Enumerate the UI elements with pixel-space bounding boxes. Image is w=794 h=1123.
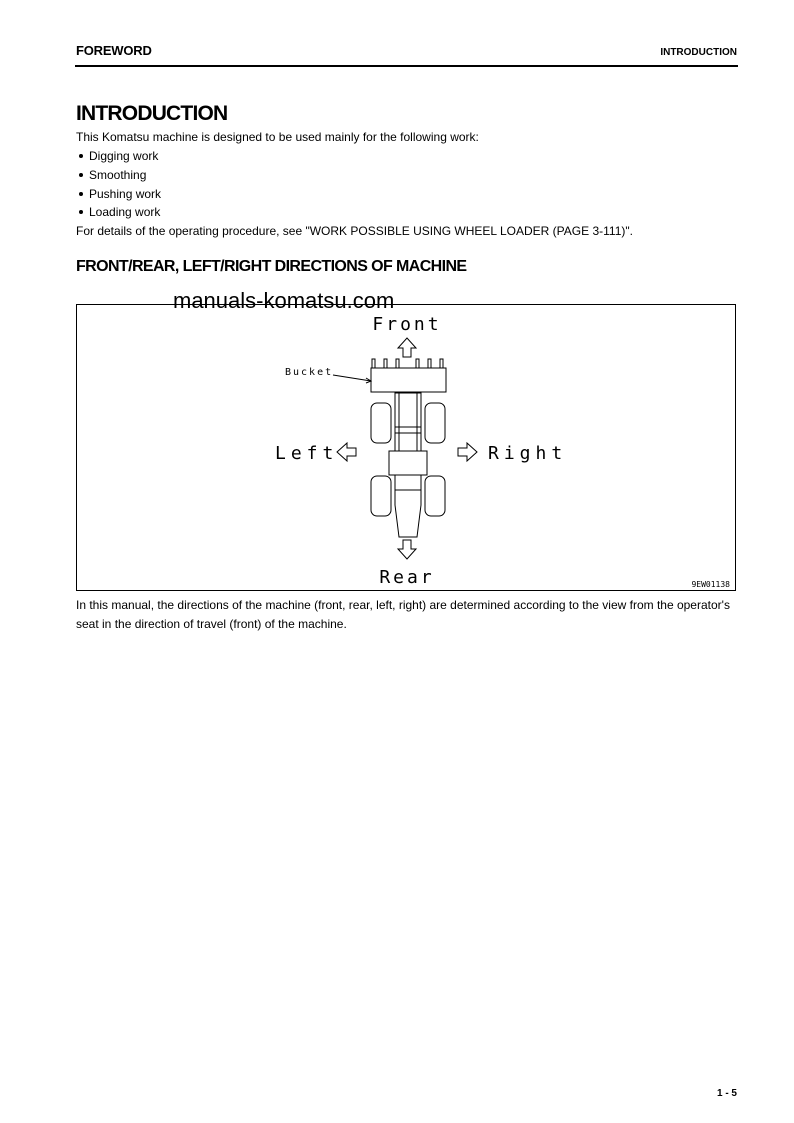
bucket-label: Bucket — [285, 367, 334, 378]
cab-section — [389, 451, 427, 475]
header-section-label: FOREWORD — [76, 43, 152, 58]
left-label: Left — [275, 443, 339, 464]
list-item — [79, 205, 160, 219]
details-text: For details of the operating procedure, see "WORK POSSIBLE USING WHEEL LOADER (PAGE 3-111)". — [76, 224, 633, 238]
list-item — [79, 168, 146, 182]
page-number: 1 - 5 — [716, 1088, 737, 1099]
figure-code: 9EW01138 — [691, 580, 730, 589]
bullet-dot — [79, 210, 83, 214]
front-label: Front — [372, 314, 442, 335]
rear-frame — [395, 475, 421, 537]
front-right-tire — [425, 403, 445, 443]
list-item-label: Loading work — [89, 205, 161, 219]
front-frame — [395, 393, 421, 451]
rear-label: Rear — [379, 567, 435, 588]
rear-left-tire — [371, 476, 391, 516]
direction-figure — [76, 304, 736, 591]
bullet-dot — [79, 154, 83, 158]
front-arrow-icon — [398, 338, 416, 357]
list-item — [79, 149, 158, 163]
section-title: FRONT/REAR, LEFT/RIGHT DIRECTIONS OF MACHINE — [76, 258, 467, 275]
list-item-label: Pushing work — [89, 187, 162, 201]
list-item-label: Digging work — [89, 149, 159, 163]
right-label: Right — [488, 443, 568, 464]
bucket-icon — [371, 359, 446, 392]
rear-right-tire — [425, 476, 445, 516]
bullet-dot — [79, 192, 83, 196]
body-text: In this manual, the directions of the machine (front, rear, left, right) are determined according to the view from the operator's seat in the direction of travel (front) of the machine. — [76, 598, 730, 631]
page-title: INTRODUCTION — [76, 102, 228, 125]
left-arrow-icon — [337, 443, 356, 461]
front-left-tire — [371, 403, 391, 443]
header-chapter-label: INTRODUCTION — [660, 47, 737, 58]
right-arrow-icon — [458, 443, 477, 461]
list-item — [79, 187, 161, 201]
watermark-text: manuals-komatsu.com — [173, 288, 395, 313]
header-rule — [75, 65, 738, 67]
rear-arrow-icon — [398, 540, 416, 559]
intro-text: This Komatsu machine is designed to be used mainly for the following work: — [76, 130, 479, 144]
list-item-label: Smoothing — [89, 168, 147, 182]
wheel-loader-diagram — [77, 305, 737, 592]
bullet-dot — [79, 173, 83, 177]
